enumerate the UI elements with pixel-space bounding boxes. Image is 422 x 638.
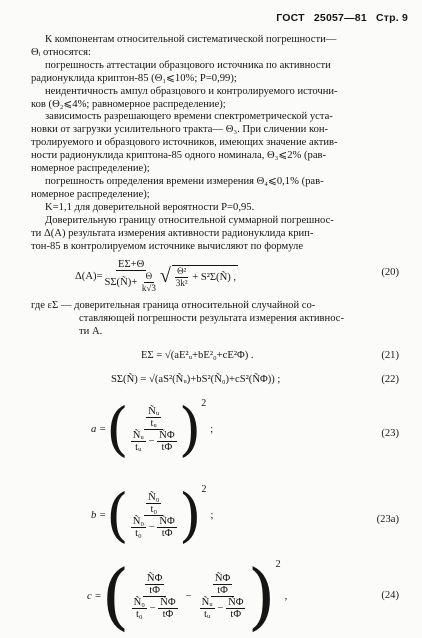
eq24-term1: [130, 573, 180, 620]
eq24-b2-num: ÑΦ: [160, 596, 176, 608]
eq23-minus: −: [148, 435, 155, 447]
eq23-bottom: [129, 430, 179, 453]
eq24-minus-1: −: [149, 602, 156, 614]
eq23a-b2-num: ÑΦ: [159, 515, 175, 527]
eq24-b4: [226, 597, 245, 620]
eq24-b1-num: Ñ₀: [133, 596, 145, 608]
eq23a-top: [144, 492, 163, 516]
equation-23: [31, 395, 399, 472]
text-line: погрешность аттестации образцового источника по активности: [45, 59, 331, 71]
eq20-root-tail: + S²Σ(Ñ) ,: [192, 271, 237, 283]
eq20-den-frac-num: Θ: [145, 271, 153, 281]
text-line: неидентичность ампул образцового и контролируемого источни-: [45, 85, 338, 97]
eq23-tail: ;: [210, 423, 214, 435]
text-line: радионуклида криптон-85 (Θ₁⩽10%; P=0,99);: [31, 72, 237, 84]
eq23-b1: [131, 430, 146, 453]
eq24-t1-num: ÑΦ: [146, 572, 163, 584]
header-gost: ГОСТ: [276, 12, 305, 24]
eq24-term1-bottom: [130, 597, 180, 620]
eq23a-top-frac: [146, 492, 161, 515]
eq22-body: SΣ(Ñ) = √(aS²(Ñᵤ)+bS²(Ñ₀)+cS²(ÑΦ)) ;: [111, 374, 281, 385]
body-text: [31, 34, 399, 253]
eq24-exponent: 2: [275, 558, 281, 570]
eq20-root-num: Θ²: [177, 265, 187, 276]
text-line: Θᵢ относятся:: [31, 46, 91, 58]
eq20-radical: √: [159, 265, 171, 287]
eq23-top: [144, 406, 163, 430]
eq23-b2-num: ÑΦ: [159, 429, 175, 441]
eq23-close-paren: ): [178, 395, 202, 463]
text-line: погрешность определения времени измерения Θ₄⩽0,1% (рав-: [45, 175, 324, 187]
text-line: К компонентам относительной систематической погрешности—: [45, 34, 337, 45]
eq23a-number: (23a): [376, 514, 399, 525]
eq23-top-den: tᵤ: [150, 417, 157, 429]
eq20-den-a: SΣ(Ñ)+: [104, 276, 138, 288]
eq20-number: (20): [381, 267, 399, 278]
eq20-den-frac-den: k√3: [141, 283, 156, 293]
eq24-minus-2: −: [217, 602, 224, 614]
equation-22: [31, 370, 399, 394]
eq24-b2: [158, 597, 177, 620]
eq24-term1-top: [143, 573, 166, 597]
eq24-term2-bottom: [198, 597, 248, 620]
eq20-den-fraction: [140, 271, 158, 294]
text-line: номерное распределение);: [31, 163, 150, 175]
eq23-b1-num: Ñᵤ: [132, 429, 144, 441]
eq23-top-num: Ñᵤ: [148, 405, 160, 417]
text-line: ков (Θ₂⩽4%; равномерное распределение);: [31, 98, 226, 110]
eq23a-b1-den: t₀: [135, 527, 142, 539]
eq24-b2-den: tΦ: [162, 608, 174, 620]
eq24-b1-den: t₀: [135, 608, 143, 620]
eq20-denominator: [103, 271, 160, 294]
eq23-lhs: a =: [91, 423, 107, 435]
text-line: ти Δ(A) результата измерения активности радионуклида крип-: [31, 227, 314, 239]
eq20-lhs: Δ(A)=: [75, 271, 103, 282]
eq24-term2: [198, 573, 248, 620]
eq23a-lhs: b =: [91, 509, 107, 521]
text-line: зависимость разрешающего времени спектрометрической уста-: [45, 111, 333, 123]
eq23a-top-den: t₀: [150, 503, 158, 515]
eq24-number: (24): [381, 590, 399, 601]
where-text: [31, 300, 399, 339]
eq24-term2-top: [211, 573, 234, 597]
eq21-body: EΣ = √(aE²ᵤ+bE²₀+cE²Φ) .: [141, 350, 254, 361]
eq23a-b1-num: Ñ₀: [132, 515, 145, 527]
eq20-main-fraction: [103, 259, 160, 294]
text-line: ставляющей погрешности результата измерения активнос-: [79, 312, 344, 324]
eq23-open-paren: (: [106, 395, 129, 463]
text-line: новки от загрузки усилительного тракта— Θ₃. При сличении кон-: [31, 124, 329, 136]
eq23a-minus: −: [148, 521, 155, 533]
eq23a-fraction: [129, 492, 179, 539]
header-page: Стр. 9: [375, 12, 408, 24]
text-line: ности радионуклида криптона-85 одного номинала, Θ₃⩽2% (рав-: [31, 150, 327, 162]
eq24-t2-num: ÑΦ: [214, 572, 231, 584]
text-line: K=1,1 для доверительной вероятности P=0,95.: [45, 201, 255, 213]
eq21-number: (21): [381, 350, 399, 361]
eq24-b4-num: ÑΦ: [228, 596, 244, 608]
equation-23a: [31, 481, 399, 558]
equation-21: [31, 346, 399, 370]
eq23a-tail: ;: [210, 509, 214, 521]
text-line: тролируемого и образцового источников, имеющих значение актив-: [31, 137, 338, 149]
eq23-exponent: 2: [201, 397, 207, 409]
text-line: где εΣ — доверительная граница относительной случайной со-: [31, 300, 316, 311]
header-number: 25057—81: [313, 12, 367, 24]
text-line: Доверительную границу относительной суммарной погрешнос-: [45, 214, 334, 226]
eq23-fraction: [129, 406, 179, 453]
eq24-t1-den: tΦ: [149, 584, 160, 596]
eq20-root: [172, 265, 238, 289]
eq22-number: (22): [381, 374, 399, 385]
eq23a-exponent: 2: [201, 483, 207, 495]
eq20-root-den: 3k²: [175, 277, 188, 288]
eq23-b2-den: tΦ: [161, 441, 173, 453]
equation-24: [31, 554, 399, 638]
eq23a-b2: [157, 516, 176, 539]
eq23a-top-num: Ñ₀: [148, 491, 160, 503]
eq20-numerator: EΣ+Θ: [118, 259, 145, 270]
eq24-close-paren: ): [247, 554, 276, 638]
eq24-b4-den: tΦ: [230, 608, 242, 620]
eq24-b3-den: tᵤ: [203, 608, 211, 620]
text-line: номерное распределение);: [31, 188, 150, 200]
eq23a-open-paren: (: [106, 481, 129, 549]
eq23a-b2-den: tΦ: [161, 527, 173, 539]
eq24-t2: [213, 573, 232, 596]
eq24-tail: ,: [284, 590, 288, 602]
equation-20: [31, 255, 399, 295]
eq24-t2-den: tΦ: [217, 584, 228, 596]
eq23-b2: [157, 430, 176, 453]
eq20-root-fraction: [174, 266, 190, 289]
eq24-t1: [145, 573, 164, 596]
eq24-b1: [132, 597, 147, 620]
eq23a-bottom: [129, 516, 179, 539]
eq24-open-paren: (: [101, 554, 130, 638]
eq23-top-frac: [146, 406, 161, 429]
eq23a-b1: [131, 516, 146, 539]
text-line: тон-85 в контролируемом источнике вычисляют по формуле: [31, 240, 304, 252]
eq23a-close-paren: ): [178, 481, 202, 549]
eq24-minus-main: −: [185, 590, 192, 602]
eq24-lhs: c =: [87, 590, 102, 602]
eq24-b3: [200, 597, 215, 620]
page-header: [270, 12, 408, 24]
eq24-b3-num: Ñᵤ: [201, 596, 213, 608]
text-line: ти A.: [79, 325, 103, 337]
eq23-b1-den: tᵤ: [135, 441, 142, 453]
eq23-number: (23): [381, 428, 399, 439]
